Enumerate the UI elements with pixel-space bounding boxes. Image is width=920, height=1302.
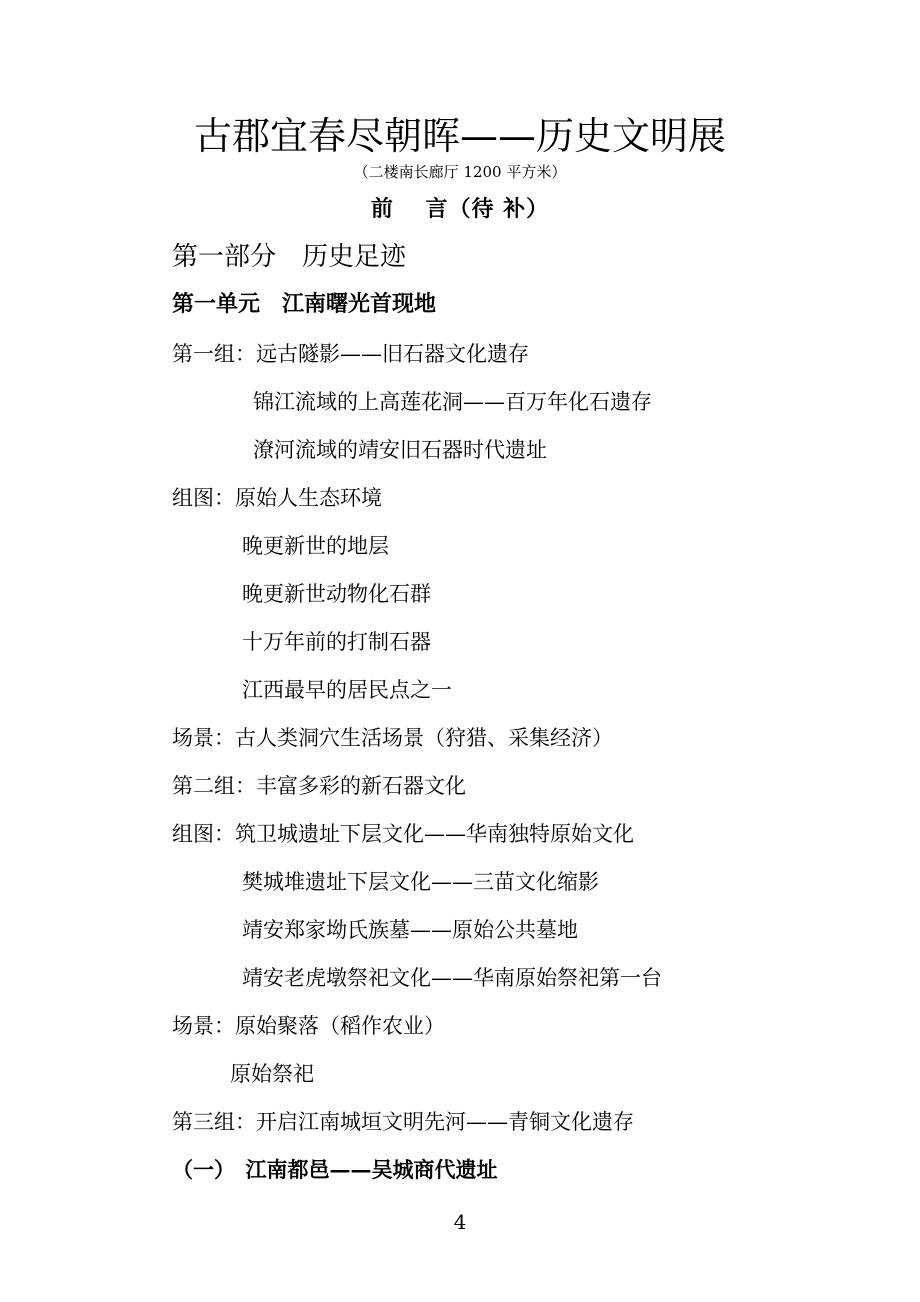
list-item: 第二组：丰富多彩的新石器文化 <box>172 774 466 798</box>
list-item: 晚更新世动物化石群 <box>242 582 431 606</box>
part-heading: 第一部分 历史足迹 <box>172 242 407 272</box>
list-item: 第一组：远古隧影——旧石器文化遗存 <box>172 342 529 366</box>
list-item: 晚更新世的地层 <box>242 534 389 558</box>
unit-heading: 第一单元 江南曙光首现地 <box>172 291 437 317</box>
list-item: 场景：古人类洞穴生活场景（狩猎、采集经济） <box>172 726 613 750</box>
list-item: 组图：原始人生态环境 <box>172 486 382 510</box>
list-item: 潦河流域的靖安旧石器时代遗址 <box>253 438 547 462</box>
page-title: 古郡宜春尽朝晖——历史文明展 <box>193 114 726 158</box>
list-item: 靖安老虎墩祭祀文化——华南原始祭祀第一台 <box>242 966 662 990</box>
list-item: 原始祭祀 <box>230 1062 314 1086</box>
list-item: 场景：原始聚落（稻作农业） <box>172 1014 445 1038</box>
list-item: 江西最早的居民点之一 <box>242 678 452 702</box>
page-number: 4 <box>453 1210 467 1234</box>
list-item: 锦江流域的上高莲花洞——百万年化石遗存 <box>253 390 652 414</box>
preface-heading: 前 言（待 补） <box>370 196 550 222</box>
list-item: 樊城堆遗址下层文化——三苗文化缩影 <box>242 870 599 894</box>
list-item: 第三组：开启江南城垣文明先河——青铜文化遗存 <box>172 1110 634 1134</box>
list-item: 靖安郑家坳氏族墓——原始公共墓地 <box>242 918 578 942</box>
section-heading: （一） 江南都邑——吴城商代遗址 <box>172 1157 498 1182</box>
list-item: 十万年前的打制石器 <box>242 630 431 654</box>
list-item: 组图：筑卫城遗址下层文化——华南独特原始文化 <box>172 822 634 846</box>
subtitle-location: （二楼南长廊厅 1200 平方米） <box>353 163 567 181</box>
